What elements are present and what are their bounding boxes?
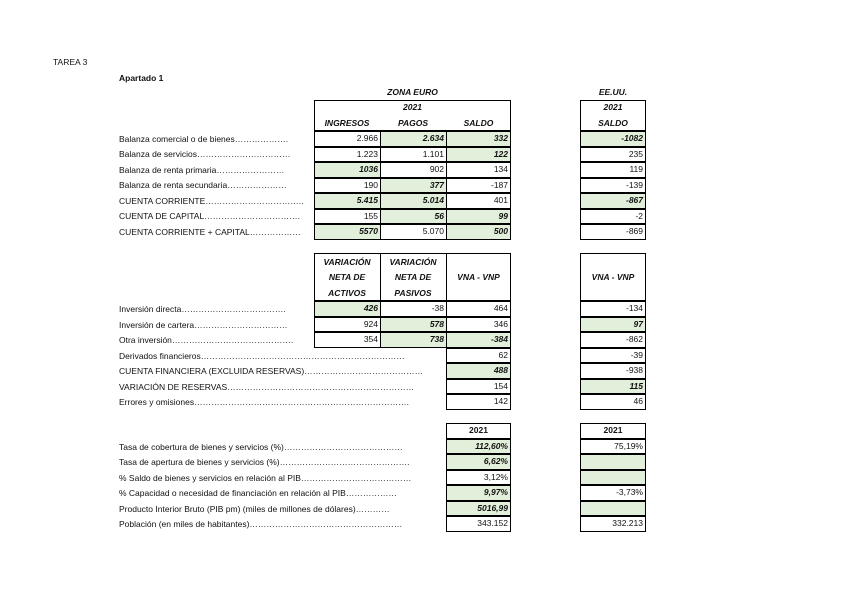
row-label: Población (en miles de habitantes)……………………………………………… (119, 519, 403, 529)
table-cell: 190 (314, 178, 381, 194)
table-cell: 924 (314, 317, 381, 333)
table-cell: -134 (580, 301, 646, 317)
ratios-year-header: 2021 (446, 423, 511, 439)
col-ingresos-header: INGRESOS (324, 118, 370, 128)
table-cell: 9,97% (446, 485, 511, 501)
row-label: CUENTA CORRIENTE…………………………….. (119, 196, 304, 206)
table-cell: -38 (380, 301, 447, 317)
table-cell: -39 (580, 348, 646, 364)
table-cell: -384 (446, 332, 511, 348)
row-label: CUENTA CORRIENTE + CAPITAL……………… (119, 227, 301, 237)
table-cell: 115 (580, 379, 646, 395)
table-cell: -139 (580, 178, 646, 194)
eeuu-saldo-header: SALDO (598, 118, 628, 128)
table-cell: 2.966 (314, 131, 381, 147)
table-cell: 75,19% (580, 439, 646, 455)
row-label: Otra inversión……………………………………. (119, 335, 294, 345)
table-cell: 142 (446, 394, 511, 410)
col-pasivos-line3: PASIVOS (394, 288, 432, 298)
row-label: Errores y omisiones…………………………………………………………………. (119, 397, 409, 407)
table-cell: 738 (380, 332, 447, 348)
table-cell: 112,60% (446, 439, 511, 455)
zona-euro-header: ZONA EURO (387, 87, 438, 97)
table-cell: 464 (446, 301, 511, 317)
table-cell: 332 (446, 131, 511, 147)
row-label: Inversión directa………………………………. (119, 304, 286, 314)
table-cell: -1082 (580, 131, 646, 147)
row-label: Derivados financieros……………………………………………………………… (119, 351, 405, 361)
col-pagos-header: PAGOS (397, 118, 429, 128)
eeuu-ratios-year-header: 2021 (580, 423, 646, 439)
table-cell: 500 (446, 224, 511, 240)
table-cell: 235 (580, 147, 646, 163)
table-cell: -867 (580, 193, 646, 209)
table-cell: 346 (446, 317, 511, 333)
table-cell: -869 (580, 224, 646, 240)
table-cell: 119 (580, 162, 646, 178)
table-cell: 5.070 (380, 224, 447, 240)
table-cell: 134 (446, 162, 511, 178)
row-label: Balanza de servicios…………………………… (119, 149, 291, 159)
table-cell: -187 (446, 178, 511, 194)
table-cell: 5570 (314, 224, 381, 240)
table-cell: 62 (446, 348, 511, 364)
row-label: Tasa de cobertura de bienes y servicios (%)…………………………………… (119, 442, 403, 452)
col-saldo-header: SALDO (463, 118, 494, 128)
table-cell: -3,73% (580, 485, 646, 501)
eeuu-year-header: 2021 (603, 102, 623, 112)
table-cell: 343.152 (446, 516, 511, 532)
table-cell: 332.213 (580, 516, 646, 532)
row-label: VARIACIÓN DE RESERVAS………………………………………………………… (119, 382, 415, 392)
table-cell: 426 (314, 301, 381, 317)
table-cell: 2.634 (380, 131, 447, 147)
eeuu-vna-vnp-header: VNA - VNP (591, 272, 635, 282)
table-cell: 6,62% (446, 454, 511, 470)
row-label: CUENTA FINANCIERA (EXCLUIDA RESERVAS)…………………………………… (119, 366, 424, 376)
table-cell: 5.014 (380, 193, 447, 209)
col-pasivos-line2: NETA DE (394, 272, 432, 282)
task-title: TAREA 3 (53, 57, 88, 67)
table-cell: 401 (446, 193, 511, 209)
row-label: Balanza de renta secundaria………………… (119, 180, 287, 190)
table-cell: 5016,99 (446, 501, 511, 517)
table-cell: 154 (446, 379, 511, 395)
table-cell (580, 470, 646, 486)
col-activos-line3: ACTIVOS (328, 288, 366, 298)
row-label: % Capacidad o necesidad de financiación en relación al PIB……………… (119, 488, 397, 498)
table-cell: 1.223 (314, 147, 381, 163)
table-cell (580, 454, 646, 470)
row-label: % Saldo de bienes y servicios en relación al PIB………………………………… (119, 473, 412, 483)
table-cell: 99 (446, 209, 511, 225)
row-label: CUENTA DE CAPITAL……………………………. (119, 211, 301, 221)
row-label: Tasa de apertura de bienes y servicios (%)………………………………………. (119, 457, 410, 467)
col-activos-line2: NETA DE (328, 272, 366, 282)
row-label: Balanza comercial o de bienes………………. (119, 134, 289, 144)
table-cell: 56 (380, 209, 447, 225)
row-label: Balanza de renta primaria…………………… (119, 165, 285, 175)
row-label: Inversión de cartera…………………………… (119, 320, 288, 330)
table-cell: 377 (380, 178, 447, 194)
table-cell: -2 (580, 209, 646, 225)
table-cell: -938 (580, 363, 646, 379)
col-pasivos-line1: VARIACIÓN (389, 257, 437, 267)
table-cell: 97 (580, 317, 646, 333)
table-cell: 1.101 (380, 147, 447, 163)
section-title: Apartado 1 (119, 73, 164, 83)
year-header: 2021 (403, 102, 422, 112)
table-cell: 46 (580, 394, 646, 410)
table-cell: 488 (446, 363, 511, 379)
table-cell: 5.415 (314, 193, 381, 209)
table-cell: 155 (314, 209, 381, 225)
table-cell: 902 (380, 162, 447, 178)
table-cell: -862 (580, 332, 646, 348)
col-activos-line1: VARIACIÓN (323, 257, 371, 267)
table-cell (580, 501, 646, 517)
table-cell: 3,12% (446, 470, 511, 486)
table-cell: 578 (380, 317, 447, 333)
eeuu-header: EE.UU. (598, 87, 628, 97)
row-label: Producto Interior Bruto (PIB pm) (miles de millones de dólares)………… (119, 504, 390, 514)
table-cell: 354 (314, 332, 381, 348)
table-cell: 122 (446, 147, 511, 163)
col-vna-vnp-header: VNA - VNP (457, 272, 500, 282)
table-cell: 1036 (314, 162, 381, 178)
